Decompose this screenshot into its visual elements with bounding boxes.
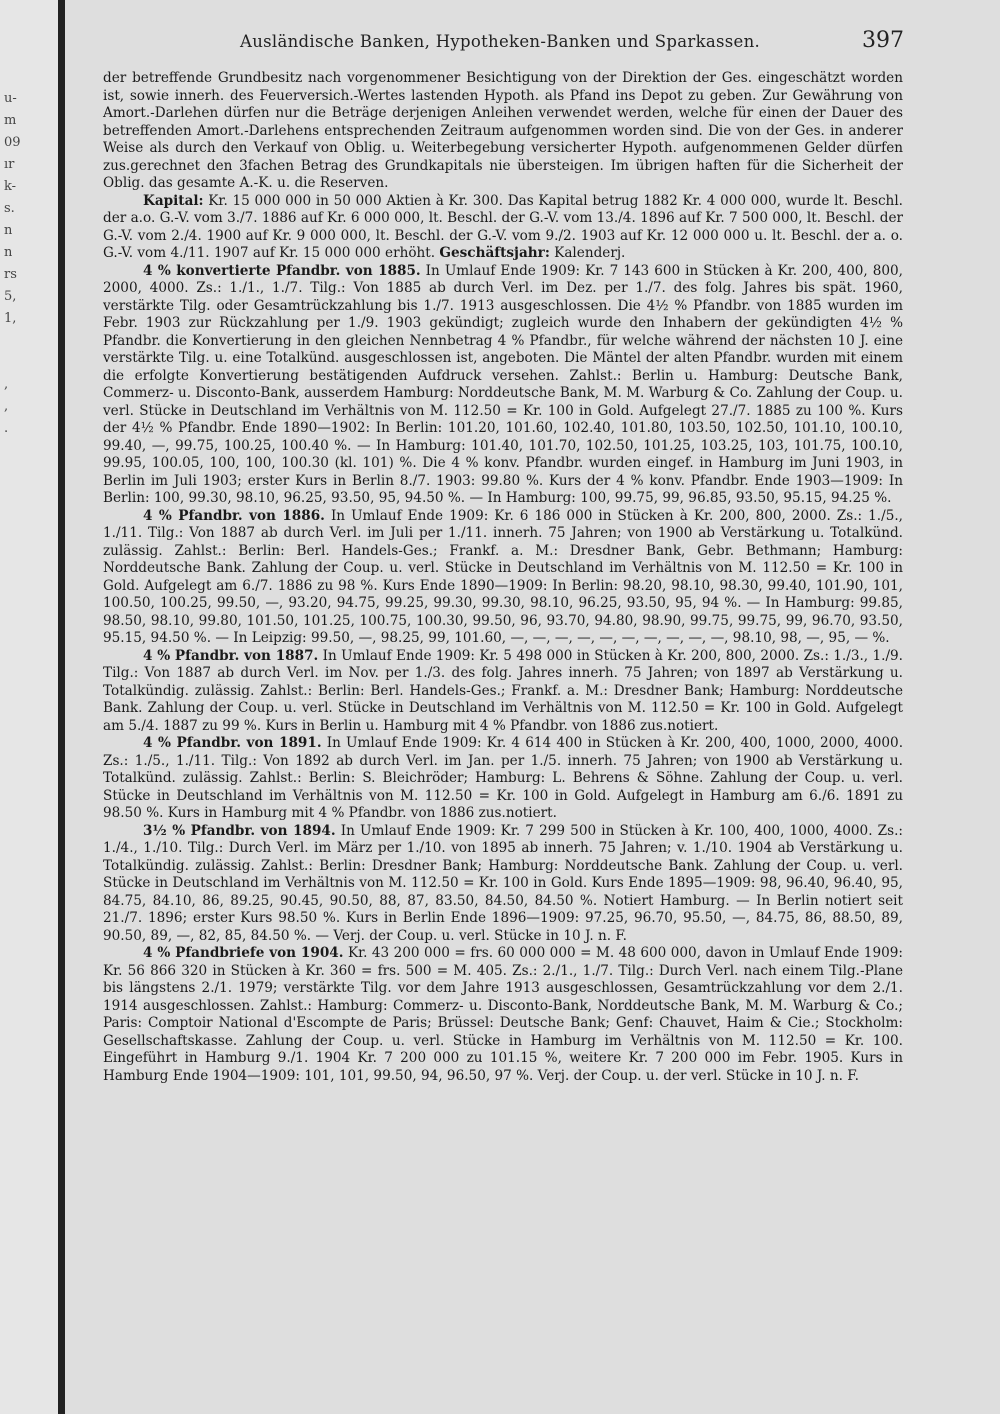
margin-fragment	[4, 352, 44, 374]
geschaeftsjahr-label: Geschäftsjahr:	[439, 245, 550, 261]
kapital-text: Kr. 15 000 000 in 50 000 Aktien à Kr. 300. Das Kapital betrug 1882 Kr. 4 000 000, wurde lt. Beschl. der a.o. G.-V. vom 3./7. 1886 auf Kr. 6 000 000, lt. Beschl. der G.-V. vom 13./4. 1896 auf Kr. 7 500 000, lt. Beschl. der G.-V. vom 2./4. 1900 auf Kr. 9 000 000, lt. Beschl. der G.-V. vom 9./2. 1903 auf Kr. 12 000 000 u. lt. Beschl. der a. o. G.-V. vom 4./11. 1907 auf Kr. 15 000 000 erhöht.	[103, 192, 903, 261]
entry-title: 4 % Pfandbr. von 1891.	[143, 735, 322, 751]
margin-fragment: ır	[4, 157, 15, 172]
margin-fragment: k-	[4, 179, 17, 194]
margin-fragment: n	[4, 245, 13, 260]
entry-text: In Umlauf Ende 1909: Kr. 7 299 500 in Stücken à Kr. 100, 400, 1000, 4000. Zs.: 1./4., 1./10. Tilg.: Durch Verl. im März per 1./10. von 1895 ab innerh. 75 Jahren; v. 1./10. 1904 ab Verstärkung u. Totalkündig. zulässig. Zahlst.: Berlin: Dresdner Bank; Hamburg: Norddeutsche Bank. Zahlung der Coup. u. verl. Stücke in Deutschland im Verhältnis von M. 112.50 = Kr. 100 in Gold. Kurs Ende 1895—1909: 98, 96.40, 96.40, 95, 84.75, 84.10, 86, 89.25, 90.45, 90.50, 88, 87, 83.50, 84.50, 84.50 %. Notiert Hamburg. — In Berlin notiert seit 21./7. 1896; erster Kurs 98.50 %. Kurs in Berlin Ende 1896—1909: 97.25, 96.70, 95.50, —, 84.75, 86, 88.50, 89, 90.50, 89, —, 82, 85, 84.50 %. — Verj. der Coup. u. verl. Stücke in 10 J. n. F.	[103, 822, 903, 944]
margin-fragment: 5,	[4, 289, 17, 304]
page-body	[103, 70, 903, 1085]
running-title: Ausländische Banken, Hypotheken-Banken und Sparkassen.	[240, 32, 761, 51]
margin-fragment: .	[4, 421, 9, 436]
margin-fragment: 09	[4, 135, 21, 150]
margin-fragment: n	[4, 223, 13, 238]
margin-fragment: s.	[4, 201, 15, 216]
kapital-paragraph	[103, 193, 903, 263]
entry-title: 4 % Pfandbr. von 1887.	[143, 647, 319, 664]
entry-text: In Umlauf Ende 1909: Kr. 4 614 400 in Stücken à Kr. 200, 400, 1000, 2000, 4000. Zs.: 1./5., 1./11. Tilg.: Von 1892 ab durch Verl. im Jan. per 1./5. innerh. 75 Jahren; von 1900 ab Verstärkung u. Totalkünd. zulässig. Zahlst.: Berlin: S. Bleichröder; Hamburg: L. Behrens & Söhne. Zahlung der Coup. u. verl. Stücke in Deutschland im Verhältnis von M. 112.50 = Kr. 100 in Gold. Aufgelegt in Hamburg am 6./6. 1891 zu 98.50 %. Kurs in Hamburg mit 4 % Pfandbr. von 1886 zus.notiert.	[103, 735, 904, 821]
intro-paragraph: der betreffende Grundbesitz nach vorgenommener Besichtigung von der Direktion der Ges. eingeschätzt worden ist, sowie innerh. des Feuerversich.-Wertes lastenden Hypoth. als Pfand ins Depot zu geben. Zur Gewährung von Amort.-Darlehen dürfen nur die Beträge derjenigen Anleihen verwendet werden, welche für einen der Dauer des betreffenden Amort.-Darlehens entsprechenden Zeitraum aufgenommen worden sind. Die von der Ges. in anderer Weise als durch den Verkauf von Oblig. u. Weiterbegebung versicherter Hypoth. aufgenommenen Gelder dürfen zus.gerechnet den 3fachen Betrag des Grundkapitals nie übersteigen. Im übrigen haften für die Sicherheit der Oblig. das gesamte A.-K. u. die Reserven.	[103, 70, 903, 191]
facing-page-fragments	[4, 88, 44, 440]
margin-fragment: 1,	[4, 311, 17, 326]
entry-text: In Umlauf Ende 1909: Kr. 5 498 000 in Stücken à Kr. 200, 800, 2000. Zs.: 1./3., 1./9. Tilg.: Von 1887 ab durch Verl. im Nov. per 1./3. des folg. Jahres innerh. 75 Jahren; von 1897 ab Verstärkung u. Totalkündig. zulässig. Zahlst.: Berlin: Berl. Handels-Ges.; Frankf. a. M.: Dresdner Bank; Hamburg: Norddeutsche Bank. Zahlung der Coup. u. verl. Stücke in Deutschland im Verhältnis von M. 112.50 = Kr. 100 in Gold. Aufgelegt am 5./4. 1887 zu 99 %. Kurs in Berlin u. Hamburg mit 4 % Pfandbr. von 1886 zus.notiert.	[103, 647, 903, 734]
page-number: 397	[862, 28, 904, 53]
entry-title: 3½ % Pfandbr. von 1894.	[143, 822, 336, 839]
entry-text: Kr. 43 200 000 = frs. 60 000 000 = M. 48 600 000, davon in Umlauf Ende 1909: Kr. 56 866 320 in Stücken à Kr. 360 = frs. 500 = M. 405. Zs.: 2./1., 1./7. Tilg.: Durch Verl. nach einem Tilg.-Plane bis längstens 2./1. 1979; verstärkte Tilg. vor dem Jahre 1913 ausgeschlossen, Gesamtrückzahlung vor dem 2./1. 1914 ausgeschlossen. Zahlst.: Hamburg: Commerz- u. Disconto-Bank, Norddeutsche Bank, M. M. Warburg & Co.; Paris: Comptoir National d'Escompte de Paris; Brüssel: Deutsche Bank; Genf: Chauvet, Haim & Cie.; Stockholm: Gesellschaftskasse. Zahlung der Coup. u. verl. Stücke in Hamburg im Verhältnis von M. 112.50 = Kr. 100. Eingeführt in Hamburg 9./1. 1904 Kr. 7 200 000 zu 101.15 %, weitere Kr. 7 200 000 im Febr. 1905. Kurs in Hamburg Ende 1904—1909: 101, 101, 99.50, 94, 96.50, 97 %. Verj. der Coup. u. der verl. Stücke in 10 J. n. F.	[103, 945, 903, 1084]
entry-title: 4 % Pfandbriefe von 1904.	[143, 945, 344, 961]
margin-fragment: ,	[4, 399, 9, 414]
entry-text: In Umlauf Ende 1909: Kr. 7 143 600 in Stücken à Kr. 200, 400, 800, 2000, 4000. Zs.: 1./1., 1./7. Tilg.: Von 1885 ab durch Verl. im Dez. per 1./7. des folg. Jahres bis spät. 1960, verstärkte Tilg. oder Gesamtrückzahlung bis 1./7. 1913 ausgeschlossen. Die 4½ % Pfandbr. von 1885 wurden im Febr. 1903 zur Rückzahlung per 1./9. 1903 gekündigt; zugleich wurde den Inhabern der gekündigten 4½ % Pfandbr. die Konvertierung in den gleichen Nennbetrag 4 % Pfandbr., für welche während der nächsten 10 J. eine verstärkte Tilg. u. eine Totalkünd. ausgeschlossen ist, angeboten. Die Mäntel der alten Pfandbr. wurden mit einem die erfolgte Konvertierung bestätigenden Aufdruck versehen. Zahlst.: Berlin u. Hamburg: Deutsche Bank, Commerz- u. Disconto-Bank, ausserdem Hamburg: Norddeutsche Bank, M. M. Warburg & Co. Zahlung der Coup. u. verl. Stücke in Deutschland im Verhältnis von M. 112.50 = Kr. 100 in Gold. Aufgelegt 27./7. 1885 zu 100 %. Kurs der 4½ % Pfandbr. Ende 1890—1902: In Berlin: 101.20, 101.60, 102.40, 101.80, 103.50, 102.50, 101.10, 100.10, 99.40, —, 99.75, 100.25, 100.40 %. — In Hamburg: 101.40, 101.70, 102.50, 101.25, 103.25, 103, 101.75, 100.10, 99.95, 100.05, 100, 100, 100.30 (kl. 101) %. Die 4 % konv. Pfandbr. wurden eingef. in Hamburg im Juni 1903, in Berlin im Juli 1903; erster Kurs in Berlin 8./7. 1903: 99.80 %. Kurs der 4 % konv. Pfandbr. Ende 1903—1909: In Berlin: 100, 99.30, 98.10, 96.25, 93.50, 95, 94.50 %. — In Hamburg: 100, 99.75, 99, 96.85, 93.50, 95.15, 94.25 %.	[103, 262, 903, 506]
pfandbrief-entry	[103, 735, 903, 823]
margin-fragment: ,	[4, 377, 9, 392]
entry-title: 4 % konvertierte Pfandbr. von 1885.	[143, 262, 421, 279]
margin-fragment: u-	[4, 91, 17, 106]
pfandbrief-entry	[103, 263, 903, 508]
kapital-label: Kapital:	[143, 192, 204, 209]
margin-fragment	[4, 330, 44, 352]
pfandbrief-entry	[103, 648, 903, 736]
margin-fragment: m	[4, 113, 17, 128]
entry-text: In Umlauf Ende 1909: Kr. 6 186 000 in Stücken à Kr. 200, 800, 2000. Zs.: 1./5., 1./11. Tilg.: Von 1887 ab durch Verl. im Juli per 1./11. innerh. 75 Jahren; von 1900 ab Verstärkung u. Totalkünd. zulässig. Zahlst.: Berlin: Berl. Handels-Ges.; Frankf. a. M.: Dresdner Bank, Gebr. Bethmann; Hamburg: Norddeutsche Bank. Zahlung der Coup. u. verl. Stücke in Deutschland im Verhältnis von M. 112.50 = Kr. 100 in Gold. Aufgelegt am 6./7. 1886 zu 98 %. Kurs Ende 1890—1909: In Berlin: 98.20, 98.10, 98.30, 99.40, 101.90, 101, 100.50, 100.25, 99.50, —, 93.20, 94.75, 99.25, 99.30, 99.30, 98.10, 96.25, 93.50, 95, 94 %. — In Hamburg: 99.85, 98.50, 98.10, 99.80, 101.50, 101.25, 100.75, 100.30, 99.50, 96, 93.70, 94.80, 98.90, 99.75, 99.75, 99, 96.70, 93.50, 95.15, 94.50 %. — In Leipzig: 99.50, —, 98.25, 99, 101.60, —, —, —, —, —, —, —, —, —, —, 98.10, 98, —, 95, — %.	[103, 507, 903, 646]
margin-fragment: rs	[4, 267, 17, 282]
page-header	[100, 28, 908, 54]
pfandbrief-entry	[103, 945, 903, 1085]
entry-title: 4 % Pfandbr. von 1886.	[143, 507, 325, 524]
book-spine-shadow	[58, 0, 65, 1414]
pfandbrief-entry	[103, 823, 903, 946]
pfandbrief-entry	[103, 508, 903, 648]
facing-page-edge	[0, 0, 64, 1414]
geschaeftsjahr-text: Kalenderj.	[554, 245, 626, 261]
